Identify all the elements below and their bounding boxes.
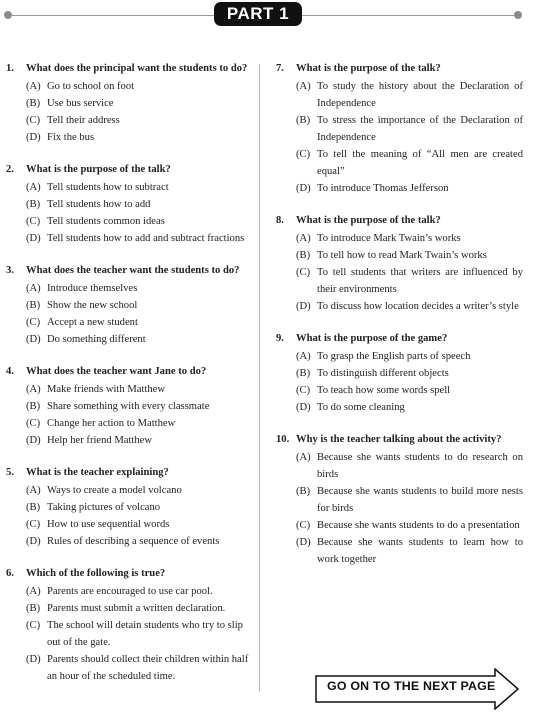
option-text: To tell how to read Mark Twain’s works <box>317 250 487 261</box>
answer-option <box>26 95 250 112</box>
option-text: Share something with every classmate <box>47 401 210 412</box>
question-item <box>6 262 250 348</box>
answer-option <box>26 651 250 685</box>
option-text: Tell students how to add <box>47 199 151 210</box>
option-text: Rules of describing a sequence of events <box>47 536 220 547</box>
option-letter: (C) <box>296 149 311 160</box>
option-text: Introduce themselves <box>47 283 138 294</box>
question-item <box>6 161 250 247</box>
answer-option <box>296 180 523 197</box>
answer-option <box>296 146 523 180</box>
questions-column-left <box>6 60 250 700</box>
option-text: To grasp the English parts of speech <box>317 351 471 362</box>
option-text: Because she wants students to do a presentation <box>317 520 520 531</box>
option-letter: (B) <box>26 300 41 311</box>
option-text: Because she wants students to do research on birds <box>317 452 523 480</box>
option-text: To introduce Thomas Jefferson <box>317 183 449 194</box>
question-prompt: What does the teacher want the students to do? <box>26 265 240 276</box>
answer-option <box>296 449 523 483</box>
question-prompt: What does the principal want the students to do? <box>26 63 248 74</box>
option-letter: (A) <box>26 182 41 193</box>
option-text: To distinguish different objects <box>317 368 449 379</box>
answer-option <box>26 415 250 432</box>
option-letter: (B) <box>296 368 311 379</box>
option-text: Parents must submit a written declaration. <box>47 603 226 614</box>
question-prompt: What is the purpose of the talk? <box>26 164 171 175</box>
question-prompt: What is the purpose of the game? <box>296 333 448 344</box>
option-text: Help her friend Matthew <box>47 435 153 446</box>
option-letter: (A) <box>26 283 41 294</box>
option-letter: (C) <box>296 520 311 531</box>
answer-option <box>26 516 250 533</box>
answer-option <box>26 499 250 516</box>
part-label: PART 1 <box>214 2 302 26</box>
option-letter: (B) <box>26 502 41 513</box>
answer-option <box>296 78 523 112</box>
option-letter: (B) <box>296 486 311 497</box>
option-letter: (B) <box>26 603 41 614</box>
question-item <box>6 565 250 685</box>
option-letter: (A) <box>296 233 311 244</box>
option-letter: (C) <box>296 385 311 396</box>
option-letter: (A) <box>296 452 311 463</box>
question-number: 2. <box>6 164 14 175</box>
question-item <box>276 212 523 315</box>
question-number: 8. <box>276 215 284 226</box>
option-text: To tell the meaning of “All men are created equal” <box>317 149 523 177</box>
question-item <box>6 60 250 146</box>
option-text: Ways to create a model volcano <box>47 485 182 496</box>
answer-option <box>296 264 523 298</box>
question-prompt: What is the teacher explaining? <box>26 467 169 478</box>
option-text: Tell students common ideas <box>47 216 165 227</box>
option-text: Tell students how to subtract <box>47 182 169 193</box>
option-text: To teach how some words spell <box>317 385 451 396</box>
option-letter: (B) <box>26 199 41 210</box>
answer-option <box>26 213 250 230</box>
next-page-label: GO ON TO THE NEXT PAGE <box>327 679 496 693</box>
answer-option <box>26 179 250 196</box>
option-text: How to use sequential words <box>47 519 170 530</box>
answer-option <box>296 382 523 399</box>
question-number: 9. <box>276 333 284 344</box>
answer-option <box>26 129 250 146</box>
option-letter: (D) <box>296 183 311 194</box>
question-header <box>6 262 250 279</box>
option-letter: (D) <box>26 435 41 446</box>
option-letter: (C) <box>296 267 311 278</box>
next-page-arrow[interactable] <box>315 668 519 710</box>
page-header <box>0 0 536 34</box>
answer-option <box>26 78 250 95</box>
option-letter: (C) <box>26 317 41 328</box>
option-letter: (A) <box>296 81 311 92</box>
answer-option <box>26 482 250 499</box>
question-number: 3. <box>6 265 14 276</box>
rule-end-dot-left <box>4 11 12 19</box>
answer-option <box>26 196 250 213</box>
answer-option <box>26 381 250 398</box>
option-letter: (D) <box>26 536 41 547</box>
option-text: Go to school on foot <box>47 81 135 92</box>
answer-option <box>296 517 523 534</box>
option-text: Tell their address <box>47 115 120 126</box>
option-text: To discuss how location decides a writer’s style <box>317 301 519 312</box>
question-number: 4. <box>6 366 14 377</box>
option-text: Because she wants students to build more nests for birds <box>317 486 523 514</box>
option-text: Tell students how to add and subtract fractions <box>47 233 245 244</box>
answer-option <box>26 331 250 348</box>
option-text: To study the history about the Declaration of Independence <box>317 81 523 109</box>
option-text: Parents are encouraged to use car pool. <box>47 586 213 597</box>
option-text: Show the new school <box>47 300 138 311</box>
question-header <box>6 60 250 77</box>
question-header <box>6 565 250 582</box>
column-divider <box>259 64 260 692</box>
option-text: The school will detain students who try to slip out of the gate. <box>47 620 243 648</box>
option-letter: (D) <box>26 233 41 244</box>
question-number: 7. <box>276 63 284 74</box>
question-item <box>276 60 523 197</box>
question-header <box>276 212 523 229</box>
answer-option <box>26 112 250 129</box>
option-letter: (D) <box>296 402 311 413</box>
option-text: Accept a new student <box>47 317 138 328</box>
option-text: Change her action to Matthew <box>47 418 176 429</box>
question-prompt: Why is the teacher talking about the activity? <box>296 434 502 445</box>
option-letter: (A) <box>26 81 41 92</box>
question-header <box>6 464 250 481</box>
question-item <box>276 330 523 416</box>
option-letter: (D) <box>26 132 41 143</box>
answer-option <box>296 399 523 416</box>
option-letter: (B) <box>296 250 311 261</box>
option-text: Taking pictures of volcano <box>47 502 161 513</box>
question-item <box>6 363 250 449</box>
option-letter: (B) <box>26 401 41 412</box>
option-letter: (C) <box>26 418 41 429</box>
question-prompt: What does the teacher want Jane to do? <box>26 366 207 377</box>
question-prompt: What is the purpose of the talk? <box>296 63 441 74</box>
question-prompt: Which of the following is true? <box>26 568 166 579</box>
option-letter: (C) <box>26 519 41 530</box>
answer-option <box>26 432 250 449</box>
option-text: To introduce Mark Twain’s works <box>317 233 461 244</box>
answer-option <box>296 365 523 382</box>
question-number: 10. <box>276 434 290 445</box>
option-text: Fix the bus <box>47 132 95 143</box>
option-text: Do something different <box>47 334 146 345</box>
answer-option <box>26 230 250 247</box>
question-header <box>276 330 523 347</box>
question-number: 1. <box>6 63 14 74</box>
answer-option <box>26 314 250 331</box>
answer-option <box>296 247 523 264</box>
answer-option <box>26 533 250 550</box>
question-header <box>276 60 523 77</box>
option-letter: (A) <box>296 351 311 362</box>
option-letter: (A) <box>26 586 41 597</box>
option-letter: (A) <box>26 485 41 496</box>
answer-option <box>26 297 250 314</box>
question-prompt: What is the purpose of the talk? <box>296 215 441 226</box>
answer-option <box>26 280 250 297</box>
option-letter: (D) <box>296 301 311 312</box>
question-number: 5. <box>6 467 14 478</box>
question-number: 6. <box>6 568 14 579</box>
option-letter: (A) <box>26 384 41 395</box>
option-text: To do some cleaning <box>317 402 405 413</box>
option-letter: (C) <box>26 115 41 126</box>
answer-option <box>296 298 523 315</box>
option-text: To tell students that writers are influenced by their environments <box>317 267 523 295</box>
answer-option <box>26 398 250 415</box>
question-item <box>276 431 523 568</box>
option-letter: (D) <box>26 654 41 665</box>
answer-option <box>26 583 250 600</box>
option-letter: (B) <box>296 115 311 126</box>
answer-option <box>296 348 523 365</box>
question-header <box>6 363 250 380</box>
question-header <box>276 431 523 448</box>
answer-option <box>296 230 523 247</box>
option-text: Use bus service <box>47 98 114 109</box>
option-text: Because she wants students to learn how to work together <box>317 537 523 565</box>
option-text: Parents should collect their children within half an hour of the scheduled time. <box>47 654 249 682</box>
answer-option <box>296 112 523 146</box>
answer-option <box>26 600 250 617</box>
option-text: Make friends with Matthew <box>47 384 165 395</box>
option-letter: (D) <box>26 334 41 345</box>
question-header <box>6 161 250 178</box>
rule-end-dot-right <box>514 11 522 19</box>
option-letter: (D) <box>296 537 311 548</box>
option-letter: (B) <box>26 98 41 109</box>
questions-column-right <box>276 60 523 583</box>
answer-option <box>296 483 523 517</box>
option-letter: (C) <box>26 620 41 631</box>
option-text: To stress the importance of the Declaration of Independence <box>317 115 523 143</box>
answer-option <box>26 617 250 651</box>
question-item <box>6 464 250 550</box>
option-letter: (C) <box>26 216 41 227</box>
answer-option <box>296 534 523 568</box>
